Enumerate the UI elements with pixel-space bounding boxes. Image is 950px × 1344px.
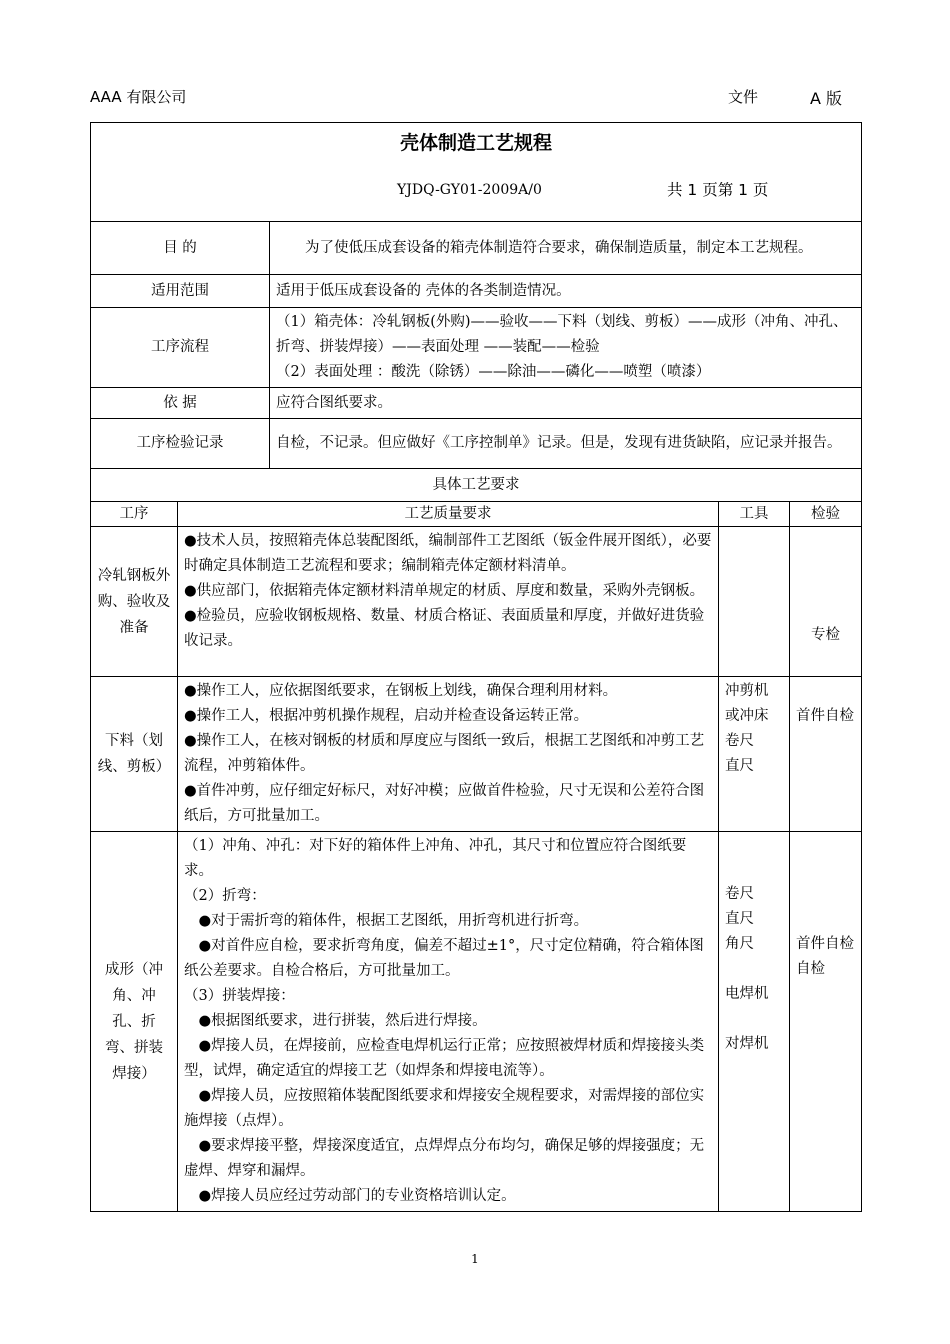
document-code: YJDQ-GY01-2009A/0	[397, 182, 542, 198]
inspect-text: 自检	[796, 961, 825, 977]
list-item: ●焊接人员，在焊接前，应检查电焊机运行正常；应按照被焊材质和焊接接头类型，试焊，确定适宜的焊接工艺（如焊条和焊接电流等）。	[184, 1038, 705, 1079]
tool-item: 电焊机	[725, 986, 769, 1002]
tool-item: 直尺	[725, 758, 754, 774]
title-cell	[91, 123, 862, 222]
document-title: 壳体制造工艺规程	[400, 132, 553, 154]
tool-item	[725, 957, 783, 982]
basis-text: 应符合图纸要求。	[270, 388, 862, 419]
doc-label: 文件	[728, 88, 759, 106]
record-text: 自检，不记录。但应做好《工序控制单》记录。但是，发现有进货缺陷，应记录并报告。	[270, 419, 862, 469]
inspect-text: 专检	[811, 627, 841, 643]
purpose-label: 目 的	[91, 222, 270, 275]
inspect-cell	[790, 832, 862, 1212]
list-item: ●检验员，应验收钢板规格、数量、材质合格证、表面质量和厚度，并做好进货验收记录。	[184, 608, 705, 649]
record-label: 工序检验记录	[91, 419, 270, 469]
flow-cell	[270, 308, 862, 388]
list-item: ●操作工人，根据冲剪机操作规程，启动并检查设备运转正常。	[184, 708, 589, 724]
step-cell: 下料（划线、剪板）	[91, 677, 178, 832]
page-number: 1	[471, 1252, 479, 1266]
tool-item: 卷尺	[725, 886, 754, 902]
scope-text: 适用于低压成套设备的 壳体的各类制造情况。	[270, 275, 862, 308]
purpose-text: 为了使低压成套设备的箱壳体制造符合要求，确保制造质量，制定本工艺规程。	[270, 222, 862, 275]
col-step: 工序	[91, 502, 178, 527]
list-item: （2）折弯：	[184, 888, 266, 904]
tool-cell	[719, 527, 790, 677]
list-item: （3）拼装焊接：	[184, 988, 295, 1004]
list-item: ●对于需折弯的箱体件，根据工艺图纸，用折弯机进行折弯。	[184, 913, 589, 929]
specific-title: 具体工艺要求	[91, 469, 862, 502]
tool-cell	[719, 832, 790, 1212]
list-item: ●操作工人，在核对钢板的材质和厚度应与图纸一致后，根据工艺图纸和冲剪工艺流程，冲剪箱体件。	[184, 733, 705, 774]
inspect-text: 首件自检	[796, 708, 854, 724]
table-row	[91, 527, 862, 677]
step-cell: 冷轧钢板外购、验收及准备	[91, 527, 178, 677]
tool-cell	[719, 677, 790, 832]
tool-item: 直尺	[725, 911, 754, 927]
flow-line-1: （1）箱壳体：冷轧钢板(外购)——验收——下料（划线、剪板）——成形（冲角、冲孔、折弯、拼装焊接）——表面处理 ——装配——检验	[276, 314, 848, 355]
col-inspect: 检验	[790, 502, 862, 527]
tool-item: 卷尺	[725, 733, 754, 749]
scope-label: 适用范围	[91, 275, 270, 308]
flow-line-2: （2）表面处理 ：酸洗（除锈）——除油——磷化——喷塑（喷漆）	[276, 364, 711, 380]
tool-item: 或冲床	[725, 708, 769, 724]
process-spec-table	[90, 122, 862, 1212]
tool-item	[725, 1007, 783, 1032]
inspect-cell	[790, 527, 862, 677]
page-count: 共 1 页第 1 页	[667, 181, 769, 199]
quality-cell	[178, 832, 719, 1212]
list-item: ●要求焊接平整，焊接深度适宜，点焊焊点分布均匀，确保足够的焊接强度；无虚焊、焊穿和漏焊。	[184, 1138, 705, 1179]
step-cell: 成形（冲角、冲孔、折弯、拼装焊接）	[91, 832, 178, 1212]
list-item: ●技术人员，按照箱壳体总装配图纸，编制部件工艺图纸（钣金件展开图纸），必要时确定具体制造工艺流程和要求；编制箱壳体定额材料清单。	[184, 533, 712, 574]
list-item: （1）冲角、冲孔：对下好的箱体件上冲角、冲孔，其尺寸和位置应符合图纸要求。	[184, 838, 687, 879]
tool-item: 对焊机	[725, 1036, 769, 1052]
quality-cell	[178, 527, 719, 677]
flow-label: 工序流程	[91, 308, 270, 388]
col-quality: 工艺质量要求	[178, 502, 719, 527]
company-name: AAA 有限公司	[90, 88, 187, 106]
inspect-cell	[790, 677, 862, 832]
list-item: ●供应部门，依据箱壳体定额材料清单规定的材质、厚度和数量，采购外壳钢板。	[184, 583, 705, 599]
list-item: ●对首件应自检，要求折弯角度，偏差不超过±1°，尺寸定位精确，符合箱体图纸公差要求。自检合格后，方可批量加工。	[184, 938, 704, 979]
list-item: ●根据图纸要求，进行拼装，然后进行焊接。	[184, 1013, 487, 1029]
list-item: ●操作工人，应依据图纸要求，在钢板上划线，确保合理利用材料。	[184, 683, 618, 699]
tool-item: 角尺	[725, 936, 754, 952]
list-item: ●焊接人员，应按照箱体装配图纸要求和焊接安全规程要求，对需焊接的部位实施焊接（点焊）。	[184, 1088, 705, 1129]
table-row	[91, 677, 862, 832]
tool-item: 冲剪机	[725, 683, 769, 699]
list-item: ●焊接人员应经过劳动部门的专业资格培训认定。	[184, 1188, 516, 1204]
basis-label: 依 据	[91, 388, 270, 419]
version-label: A 版	[810, 89, 843, 108]
quality-cell	[178, 677, 719, 832]
table-row	[91, 832, 862, 1212]
col-tool: 工具	[719, 502, 790, 527]
list-item: ●首件冲剪，应仔细定好标尺，对好冲模；应做首件检验，尺寸无误和公差符合图纸后，方可批量加工。	[184, 783, 705, 824]
inspect-text: 首件自检	[796, 936, 854, 952]
